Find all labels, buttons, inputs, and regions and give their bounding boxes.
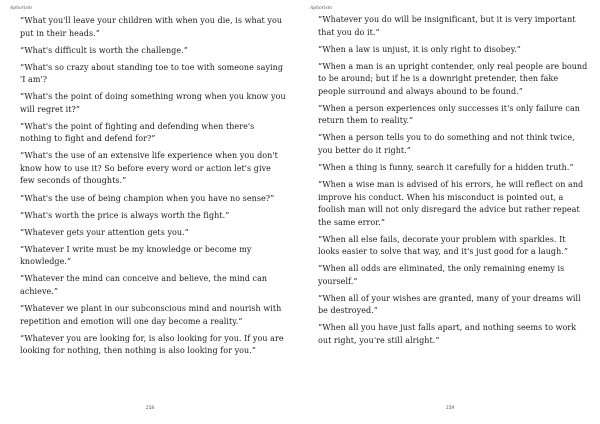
quote: “When a wise man is advised of his errors, he will reflect on and improve his conduct. When his misconduct is pointed out, a foolish man will not only disregard the advice but rather repeat the same error.” — [318, 180, 584, 227]
quote: “What's the point of doing something wrong when you know you will regret it?” — [20, 92, 286, 114]
running-header: Aphorism — [310, 6, 332, 11]
quote: “When a person tells you to do something and not think twice, you better do it right.” — [318, 133, 575, 155]
quote: “What's worth the price is always worth the fight.” — [20, 210, 230, 220]
quote: “When a person experiences only successes it's only failure can return them to reality.” — [318, 103, 580, 126]
quote: “Whatever you are looking for, is also looking for you. If you are looking for nothing, then nothing is also looking for you.” — [20, 333, 284, 356]
quote: “Whatever gets your attention gets you.” — [20, 227, 189, 237]
quote: “What's difficult is worth the challenge.” — [20, 45, 188, 55]
quote: “What's the use of an extensive life experience when you don't know how to use it? So before every word or action let's give few seconds of thoughts.” — [20, 151, 278, 186]
right-page — [300, 0, 600, 424]
quote: “When a thing is funny, search it carefully for a hidden truth.” — [318, 162, 574, 172]
quote: “When all you have just falls apart, and nothing seems to work out right, you're still alright.” — [318, 323, 577, 345]
quote: “When all of your wishes are granted, many of your dreams will be destroyed.” — [318, 293, 581, 316]
quote-list — [318, 14, 588, 352]
quote: “Whatever you do will be insignificant, but it is very important that you do it.” — [318, 15, 576, 37]
quote: “When a man is an upright contender, only real people are bound to be around; but if he is a downright pretender, then fake people surround and always abound to be found.” — [318, 61, 588, 96]
quote: “Whatever I write must be my knowledge or become my knowledge.” — [20, 244, 252, 267]
page-number: 259 — [445, 406, 455, 411]
quote: “What's the point of fighting and defending when there's nothing to fight and defend for?” — [20, 121, 255, 144]
quote: “Whatever the mind can conceive and believe, the mind can achieve.” — [20, 274, 268, 296]
quote-list — [20, 15, 288, 362]
running-header: Aphorism — [10, 6, 32, 11]
quote: “What's so crazy about standing toe to toe with someone saying 'I am'? — [20, 62, 284, 85]
page-number: 258 — [145, 406, 155, 411]
quote: “Whatever we plant in our subconscious mind and nourish with repetition and emotion will one day become a reality.” — [20, 304, 282, 326]
quote: “What's the use of being champion when you have no sense?” — [20, 193, 275, 203]
quote: “What you'll leave your children with when you die, is what you put in their heads.” — [20, 16, 283, 38]
quote: “When a law is unjust, it is only right to disobey.” — [318, 44, 521, 54]
quote: “When all else fails, decorate your problem with sparkles. It looks easier to solve that way, and it's just good for a laugh.” — [318, 234, 569, 257]
quote: “When all odds are eliminated, the only remaining enemy is yourself.” — [318, 264, 565, 286]
